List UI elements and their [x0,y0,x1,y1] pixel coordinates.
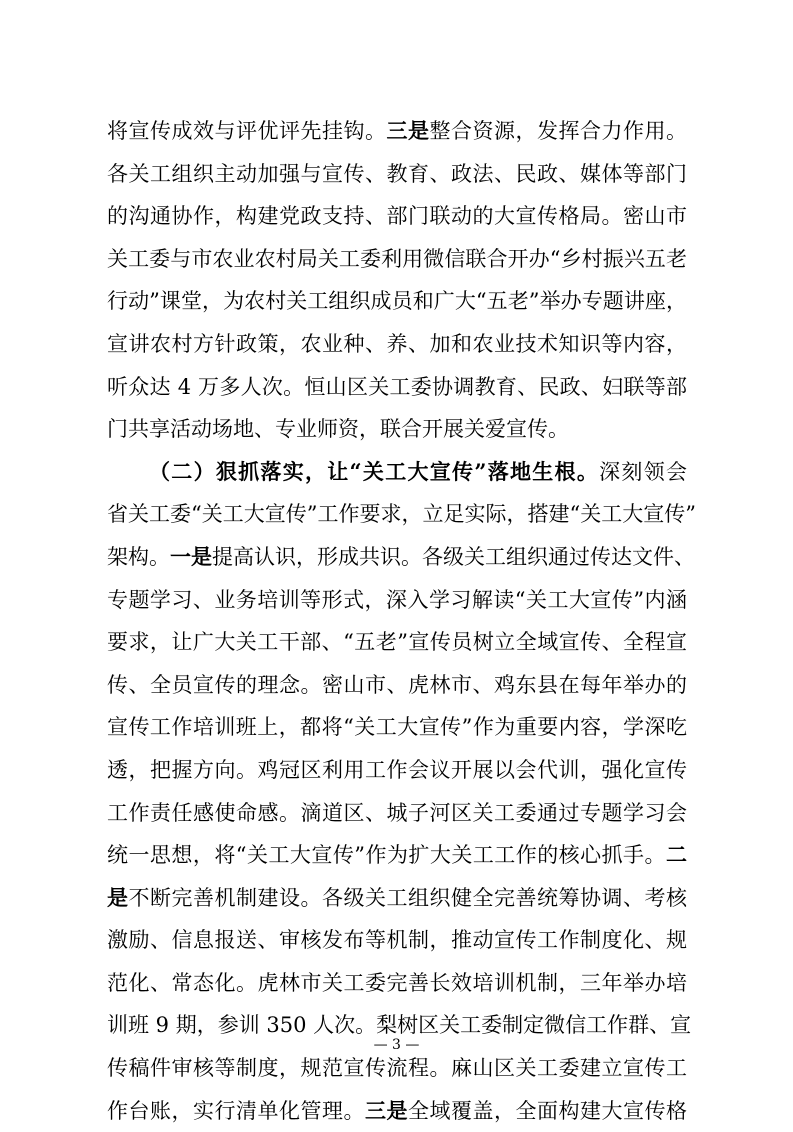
text-line: 是不断完善机制建设。各级关工组织健全完善统筹协调、考核 [107,884,687,910]
text-line: 省关工委“关工大宣传”工作要求，立足实际，搭建“关工大宣传” [107,502,696,527]
text-line: 行动”课堂，为农村关工组织成员和广大“五老”举办专题讲座， [107,289,687,314]
text-line: 训班 9 期，参训 350 人次。梨树区关工委制定微信工作群、宣 [107,1013,692,1038]
text-line: 透，把握方向。鸡冠区利用工作会议开展以会代训，强化宣传 [107,757,687,782]
text-line: 范化、常态化。虎林市关工委完善长效培训机制，三年举办培 [107,970,687,995]
text-line: 关工委与市农业农村局关工委利用微信联合开办“乡村振兴五老 [107,246,687,271]
text-line: 宣讲农村方针政策，农业种、养、加和农业技术知识等内容， [107,331,687,356]
body-text [107,110,696,1132]
text-line: 门共享活动场地、专业师资，联合开展关爱宣传。 [107,417,569,442]
text-line: 激励、信息报送、审核发布等机制，推动宣传工作制度化、规 [107,928,687,953]
text-line: 传、全员宣传的理念。密山市、虎林市、鸡东县在每年举办的 [107,672,687,697]
text-line: 统一思想，将“关工大宣传”作为扩大关工工作的核心抓手。二 [107,842,687,868]
section-heading: （二）狠抓落实，让“关工大宣传”落地生根。 [149,458,600,484]
page-number: — 3 — [373,1037,420,1053]
text-line: 工作责任感使命感。滴道区、城子河区关工委通过专题学习会 [107,800,687,825]
section-heading-line: （二）狠抓落实，让“关工大宣传”落地生根。深刻领会 [149,458,687,484]
text-line: 宣传工作培训班上，都将“关工大宣传”作为重要内容，学深吃 [107,715,687,740]
text-line: 专题学习、业务培训等形式，深入学习解读“关工大宣传”内涵 [107,587,687,612]
text-line: 作台账，实行清单化管理。三是全域覆盖，全面构建大宣传格 [107,1097,687,1123]
text-line: 架构。一是提高认识，形成共识。各级关工组织通过传达文件、 [107,543,695,569]
text-line: 的沟通协作，构建党政支持、部门联动的大宣传格局。密山市 [107,204,687,229]
text-line: 各关工组织主动加强与宣传、教育、政法、民政、媒体等部门 [107,161,687,186]
text-line: 传稿件审核等制度，规范宣传流程。麻山区关工委建立宣传工 [107,1056,687,1081]
text-line: 将宣传成效与评优评先挂钩。三是整合资源，发挥合力作用。 [107,118,687,143]
text-line: 听众达 4 万多人次。恒山区关工委协调教育、民政、妇联等部 [107,374,687,399]
text-line: 要求，让广大关工干部、“五老”宣传员树立全域宣传、全程宣 [107,630,687,655]
